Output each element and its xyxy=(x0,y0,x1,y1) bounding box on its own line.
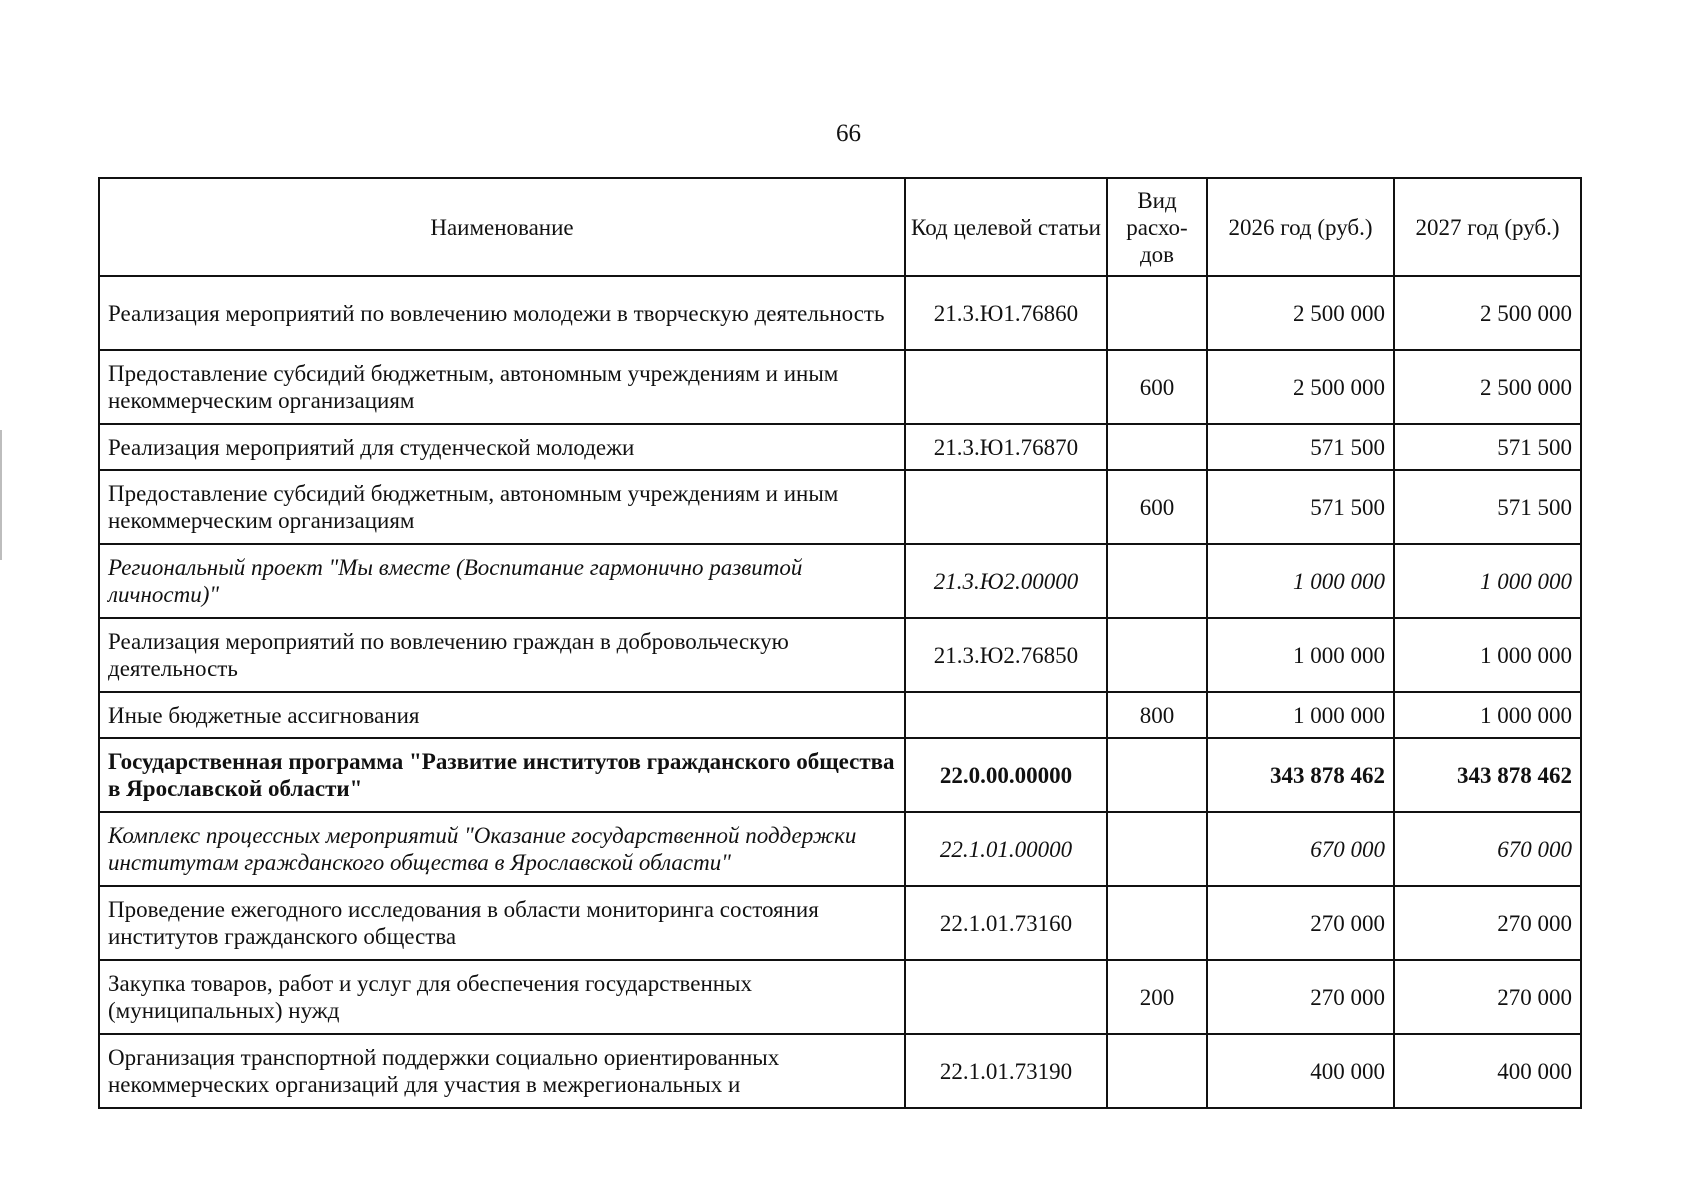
row-2026: 1 000 000 xyxy=(1207,544,1394,618)
row-kind: 600 xyxy=(1107,350,1207,424)
scan-edge-mark xyxy=(0,430,2,560)
table-row xyxy=(99,350,1581,424)
row-2026: 400 000 xyxy=(1207,1034,1394,1108)
table-row xyxy=(99,812,1581,886)
row-2027: 2 500 000 xyxy=(1394,350,1581,424)
row-code xyxy=(905,960,1107,1034)
table-row xyxy=(99,544,1581,618)
row-2026: 270 000 xyxy=(1207,960,1394,1034)
header-2026: 2026 год (руб.) xyxy=(1207,178,1394,276)
row-2026: 2 500 000 xyxy=(1207,350,1394,424)
row-code xyxy=(905,692,1107,738)
row-name: Комплекс процессных мероприятий "Оказание государственной поддержки институтам гражданского общества в Ярославской области" xyxy=(99,812,905,886)
row-2027: 571 500 xyxy=(1394,424,1581,470)
table-row xyxy=(99,424,1581,470)
header-code: Код целевой статьи xyxy=(905,178,1107,276)
header-kind: Вид расхо-дов xyxy=(1107,178,1207,276)
row-2027: 2 500 000 xyxy=(1394,276,1581,350)
row-name: Предоставление субсидий бюджетным, автономным учреждениям и иным некоммерческим организациям xyxy=(99,470,905,544)
table-row xyxy=(99,886,1581,960)
row-name: Организация транспортной поддержки социально ориентированных некоммерческих организаций для участия в межрегиональных и xyxy=(99,1034,905,1108)
row-2026: 1 000 000 xyxy=(1207,692,1394,738)
table-row xyxy=(99,470,1581,544)
table-row xyxy=(99,960,1581,1034)
row-name: Иные бюджетные ассигнования xyxy=(99,692,905,738)
header-row xyxy=(99,178,1581,276)
row-name: Реализация мероприятий для студенческой молодежи xyxy=(99,424,905,470)
row-kind xyxy=(1107,544,1207,618)
row-kind: 600 xyxy=(1107,470,1207,544)
row-2027: 1 000 000 xyxy=(1394,618,1581,692)
row-2026: 571 500 xyxy=(1207,424,1394,470)
row-name: Закупка товаров, работ и услуг для обеспечения государственных (муниципальных) нужд xyxy=(99,960,905,1034)
table-row xyxy=(99,618,1581,692)
row-name: Проведение ежегодного исследования в области мониторинга состояния институтов гражданского общества xyxy=(99,886,905,960)
row-kind xyxy=(1107,424,1207,470)
row-kind: 800 xyxy=(1107,692,1207,738)
row-2026: 670 000 xyxy=(1207,812,1394,886)
row-2027: 1 000 000 xyxy=(1394,544,1581,618)
table-row xyxy=(99,692,1581,738)
row-kind xyxy=(1107,886,1207,960)
row-code: 22.0.00.00000 xyxy=(905,738,1107,812)
header-name: Наименование xyxy=(99,178,905,276)
row-code xyxy=(905,470,1107,544)
row-2026: 1 000 000 xyxy=(1207,618,1394,692)
row-2027: 571 500 xyxy=(1394,470,1581,544)
row-kind xyxy=(1107,812,1207,886)
table-row xyxy=(99,276,1581,350)
row-name: Реализация мероприятий по вовлечению граждан в добровольческую деятельность xyxy=(99,618,905,692)
row-2026: 343 878 462 xyxy=(1207,738,1394,812)
row-code: 21.3.Ю1.76860 xyxy=(905,276,1107,350)
row-2027: 670 000 xyxy=(1394,812,1581,886)
row-2027: 270 000 xyxy=(1394,960,1581,1034)
row-name: Региональный проект "Мы вместе (Воспитание гармонично развитой личности)" xyxy=(99,544,905,618)
header-2027: 2027 год (руб.) xyxy=(1394,178,1581,276)
row-code: 22.1.01.73160 xyxy=(905,886,1107,960)
row-2026: 571 500 xyxy=(1207,470,1394,544)
row-code: 21.3.Ю2.76850 xyxy=(905,618,1107,692)
row-2027: 1 000 000 xyxy=(1394,692,1581,738)
row-2027: 270 000 xyxy=(1394,886,1581,960)
row-kind xyxy=(1107,276,1207,350)
table-row xyxy=(99,738,1581,812)
row-code xyxy=(905,350,1107,424)
row-code: 21.3.Ю2.00000 xyxy=(905,544,1107,618)
row-2026: 2 500 000 xyxy=(1207,276,1394,350)
row-name: Государственная программа "Развитие институтов гражданского общества в Ярославской области" xyxy=(99,738,905,812)
row-2027: 343 878 462 xyxy=(1394,738,1581,812)
table-row xyxy=(99,1034,1581,1108)
row-code: 22.1.01.73190 xyxy=(905,1034,1107,1108)
row-code: 22.1.01.00000 xyxy=(905,812,1107,886)
row-kind: 200 xyxy=(1107,960,1207,1034)
row-2026: 270 000 xyxy=(1207,886,1394,960)
row-kind xyxy=(1107,738,1207,812)
row-kind xyxy=(1107,618,1207,692)
row-code: 21.3.Ю1.76870 xyxy=(905,424,1107,470)
budget-table xyxy=(98,177,1582,1109)
row-name: Реализация мероприятий по вовлечению молодежи в творческую деятельность xyxy=(99,276,905,350)
row-kind xyxy=(1107,1034,1207,1108)
page-number: 66 xyxy=(836,120,861,147)
row-name: Предоставление субсидий бюджетным, автономным учреждениям и иным некоммерческим организациям xyxy=(99,350,905,424)
row-2027: 400 000 xyxy=(1394,1034,1581,1108)
